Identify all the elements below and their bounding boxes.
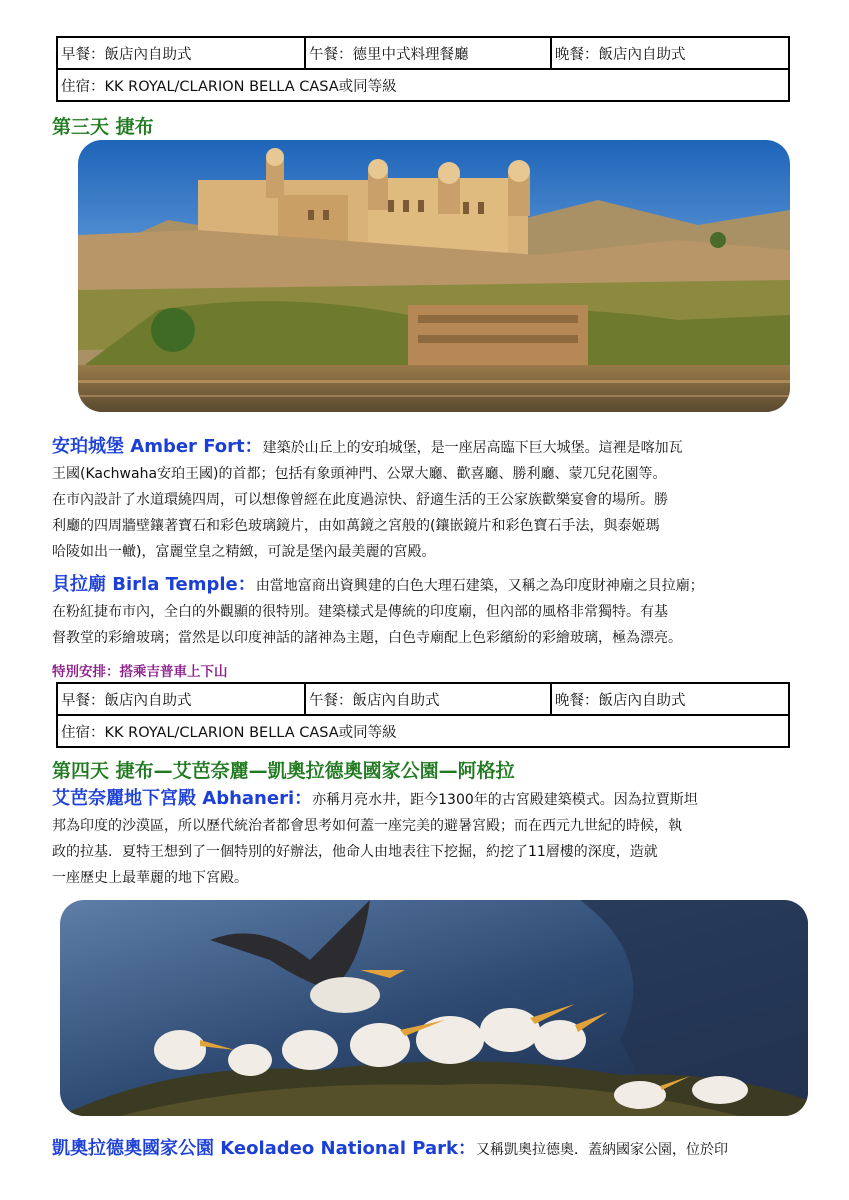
amber-fort-photo	[78, 140, 790, 412]
meal-table-day3	[56, 682, 790, 748]
hotel-cell: 住宿：KK ROYAL/CLARION BELLA CASA或同等級	[57, 69, 789, 101]
birla-temple-line: 由當地富商出資興建的白色大理石建築，又稱之為印度財神廟之貝拉廟；	[255, 578, 704, 594]
birla-temple-line: 在粉紅捷布市內，全白的外觀顯的很特別。建築樣式是傳統的印度廟，但內部的風格非常獨特。有基	[52, 604, 668, 620]
amber-fort-line: 哈陵如出一轍)，富麗堂皇之精緻，可說是堡內最美麗的宮殿。	[52, 544, 436, 560]
keoladeo-heading: 凱奧拉德奧國家公園 Keoladeo National Park：	[52, 1138, 476, 1159]
lunch-cell: 午餐：德里中式料理餐廳	[305, 37, 551, 69]
lunch-cell: 午餐：飯店內自助式	[305, 683, 551, 715]
amber-fort-line: 利廳的四周牆壁鑲著寶石和彩色玻璃鏡片，由如萬鏡之宮般的(鑲嵌鏡片和彩色寶石手法，與泰姬瑪	[52, 518, 660, 534]
dinner-cell: 晚餐：飯店內自助式	[551, 37, 789, 69]
day4-title: 第四天 捷布—艾芭奈麗—凱奧拉德奧國家公園—阿格拉	[52, 760, 515, 782]
amber-fort-description	[52, 434, 792, 565]
birla-temple-heading: 貝拉廟 Birla Temple：	[52, 574, 256, 595]
abhaneri-heading: 艾芭奈麗地下宮殿 Abhaneri：	[52, 788, 313, 809]
abhaneri-line: 亦稱月亮水井，距今1300年的古宮殿建築模式。因為拉賈斯坦	[312, 792, 698, 808]
keoladeo-description	[52, 1136, 792, 1163]
abhaneri-description	[52, 786, 792, 891]
day3-title: 第三天 捷布	[52, 116, 154, 138]
amber-fort-line: 建築於山丘上的安珀城堡，是一座居高臨下巨大城堡。這裡是喀加瓦	[262, 440, 683, 456]
abhaneri-line: 邦為印度的沙漠區，所以歷代統治者都會思考如何蓋一座完美的避暑宮殿；而在西元九世紀的時候，執	[52, 818, 682, 834]
meal-table-day2	[56, 36, 790, 102]
birla-temple-description	[52, 572, 792, 651]
amber-fort-line: 王國(Kachwaha安珀王國)的首都；包括有象頭神門、公眾大廳、歡喜廳、勝利廳、蒙兀兒花園等。	[52, 466, 667, 482]
amber-fort-line: 在市內設計了水道環繞四周，可以想像曾經在此度過涼快、舒適生活的王公家族歡樂宴會的場所。勝	[52, 492, 668, 508]
abhaneri-line: 一座歷史上最華麗的地下宮殿。	[52, 870, 248, 886]
keoladeo-line: 又稱凱奧拉德奧．蓋納國家公園，位於印	[475, 1142, 728, 1158]
abhaneri-line: 政的拉基．夏特王想到了一個特別的好辦法，他命人由地表往下挖掘，約挖了11層樓的深度，造就	[52, 844, 658, 860]
dinner-cell: 晚餐：飯店內自助式	[551, 683, 789, 715]
amber-fort-heading: 安珀城堡 Amber Fort：	[52, 436, 263, 457]
pelicans-photo	[60, 900, 808, 1116]
special-arrangement: 特別安排：搭乘吉普車上下山	[52, 664, 228, 680]
birla-temple-line: 督教堂的彩繪玻璃；當然是以印度神話的諸神為主題，白色寺廟配上色彩繽紛的彩繪玻璃，極為漂亮。	[52, 630, 682, 646]
hotel-cell: 住宿：KK ROYAL/CLARION BELLA CASA或同等級	[57, 715, 789, 747]
breakfast-cell: 早餐：飯店內自助式	[57, 683, 305, 715]
breakfast-cell: 早餐：飯店內自助式	[57, 37, 305, 69]
